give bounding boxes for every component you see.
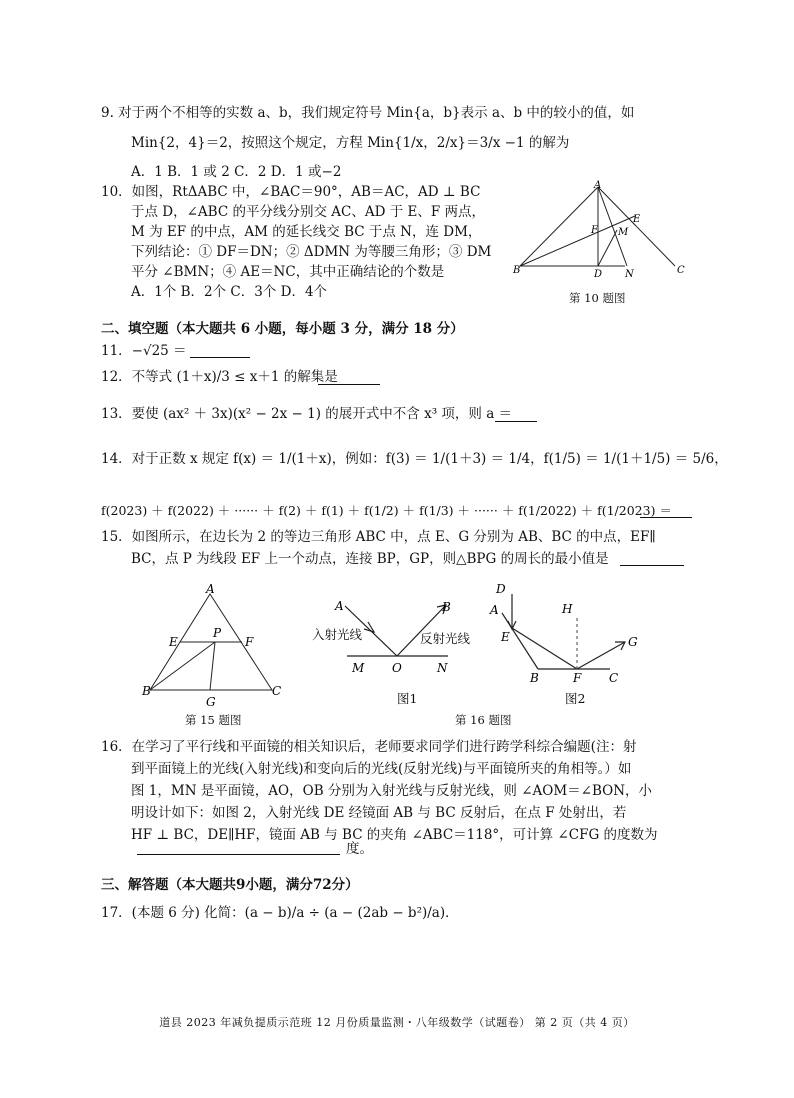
- q16-line4: 明设计如下：如图 2，入射光线 DE 经镜面 AB 与 BC 反射后，在点 F 处射出，若: [131, 805, 627, 821]
- figure-10: [505, 178, 705, 288]
- figure-15: [140, 582, 290, 709]
- fig15-caption: 第 15 题图: [185, 713, 242, 727]
- fig16-2-label-G: G: [628, 635, 638, 649]
- fig16-fig2-caption: 图2: [565, 691, 586, 706]
- fig15-label-B: B: [142, 684, 151, 698]
- fig16-1-label-O: O: [392, 661, 402, 675]
- q15-blank: [620, 565, 684, 566]
- q11-blank: [190, 357, 250, 358]
- fig16-fig1-caption: 图1: [397, 691, 418, 706]
- q9-line2: Min{2，4}＝2，按照这个规定，方程 Min{1/x，2/x}＝3/x −1 的解为: [131, 135, 570, 151]
- q15-line1: 15．如图所示，在边长为 2 的等边三角形 ABC 中，点 E、G 分别为 AB、BC 的中点，EF∥: [101, 529, 656, 545]
- fig16-reflected-label: 反射光线: [420, 631, 471, 646]
- fig10-label-C: C: [677, 265, 685, 276]
- q11: 11．−√25 ＝: [101, 343, 187, 359]
- fig15-label-E: E: [169, 635, 178, 649]
- q16-blank: [137, 854, 340, 855]
- q16-line6: 度。: [346, 841, 373, 857]
- figure-16-2: [485, 578, 645, 683]
- q9-options: A．1 B．1 或 2 C．2 D．1 或−2: [131, 164, 342, 180]
- fig10-label-M: M: [618, 227, 629, 238]
- q9-line1: 9. 对于两个不相等的实数 a、b，我们规定符号 Min{a，b}表示 a、b 中的较小的值，如: [101, 105, 635, 121]
- fig16-1-label-A: A: [335, 599, 344, 613]
- fig15-label-F: F: [245, 635, 254, 649]
- q17: 17．(本题 6 分) 化简：(a − b)/a ÷ (a − (2ab − b²)/a)．: [101, 905, 459, 921]
- q10-line3: M 为 EF 的中点，AM 的延长线交 BC 于点 N，连 DM，: [131, 224, 482, 240]
- fig15-label-P: P: [213, 626, 222, 640]
- q12-blank: [318, 384, 380, 385]
- fig15-label-G: G: [206, 695, 216, 709]
- fig16-2-label-H: H: [562, 602, 573, 616]
- q14-line1: 14．对于正数 x 规定 f(x) ＝ 1/(1＋x)，例如：f(3) ＝ 1/(1＋3) ＝ 1/4，f(1/5) ＝ 1/(1＋1/5) ＝ 5/6，: [101, 451, 728, 467]
- fig10-label-D: D: [594, 269, 603, 280]
- q10-line1: 10．如图，RtΔABC 中，∠BAC＝90°，AB＝AC，AD ⊥ BC: [101, 184, 481, 200]
- q13-blank: [495, 421, 537, 422]
- q16-line3: 图 1，MN 是平面镜，AO，OB 分别为入射光线与反射光线，则 ∠AOM＝∠BON，小: [131, 783, 653, 799]
- q10-line5: 平分 ∠BMN；④ AE＝NC，其中正确结论的个数是: [131, 264, 445, 280]
- fig16-caption: 第 16 题图: [455, 713, 512, 727]
- q16-line1: 16．在学习了平行线和平面镜的相关知识后，老师要求同学们进行跨学科综合编题(注：射: [101, 739, 637, 755]
- q10-options: A．1个 B．2个 C．3个 D．4个: [131, 284, 328, 300]
- fig16-2-label-A: A: [490, 603, 499, 617]
- fig16-2-label-E: E: [501, 630, 510, 644]
- section2-heading: 二、填空题（本大题共 6 小题，每小题 3 分，满分 18 分）: [101, 321, 464, 337]
- fig16-incident-label: 入射光线: [312, 627, 363, 642]
- fig15-label-A: A: [206, 582, 215, 596]
- fig16-1-label-N: N: [437, 661, 448, 675]
- q12: 12．不等式 (1＋x)/3 ≤ x＋1 的解集是: [101, 369, 338, 385]
- fig10-label-F: F: [591, 225, 598, 236]
- q14-line2: f(2023) ＋ f(2022) ＋ ······ ＋ f(2) ＋ f(1) ＋ f(1/2) ＋ f(1/3) ＋ ······ ＋ f(1/2022) ＋ f(1/2023) ＝: [101, 503, 672, 518]
- fig15-label-C: C: [272, 684, 282, 698]
- fig16-1-label-M: M: [352, 661, 365, 675]
- fig10-caption: 第 10 题图: [569, 291, 626, 305]
- q15-line2: BC，点 P 为线段 EF 上一个动点，连接 BP，GP，则△BPG 的周长的最小值是: [131, 551, 609, 567]
- fig16-1-label-B: B: [442, 600, 451, 614]
- fig16-2-label-F: F: [573, 671, 582, 685]
- q16-line5: HF ⊥ BC，DE∥HF，镜面 AB 与 BC 的夹角 ∠ABC＝118°，可计算 ∠CFG 的度数为: [131, 827, 658, 843]
- q10-line2: 于点 D，∠ABC 的平分线分别交 AC、AD 于 E、F 两点，: [131, 204, 486, 220]
- q13: 13．要使 (ax² ＋ 3x)(x² − 2x − 1) 的展开式中不含 x³ 项，则 a ＝: [101, 406, 513, 422]
- fig10-label-B: B: [513, 265, 521, 276]
- section3-heading: 三、解答题（本大题共9小题，满分72分）: [101, 877, 359, 893]
- q14-blank: [640, 517, 692, 518]
- fig10-label-N: N: [625, 269, 634, 280]
- fig10-label-A: A: [594, 180, 602, 191]
- q10-line4: 下列结论：① DF＝DN；② ΔDMN 为等腰三角形；③ DM: [131, 244, 492, 260]
- fig16-2-label-B: B: [530, 671, 539, 685]
- fig16-2-label-D: D: [496, 582, 506, 596]
- fig16-2-label-C: C: [609, 671, 619, 685]
- fig10-label-E: E: [633, 214, 641, 225]
- q16-line2: 到平面镜上的光线(入射光线)和变向后的光线(反射光线)与平面镜所夹的角相等。）如: [131, 761, 632, 777]
- page-footer: 道县 2023 年减负提质示范班 12 月份质量监测・八年级数学（试题卷） 第 2 页（共 4 页）: [159, 1016, 635, 1029]
